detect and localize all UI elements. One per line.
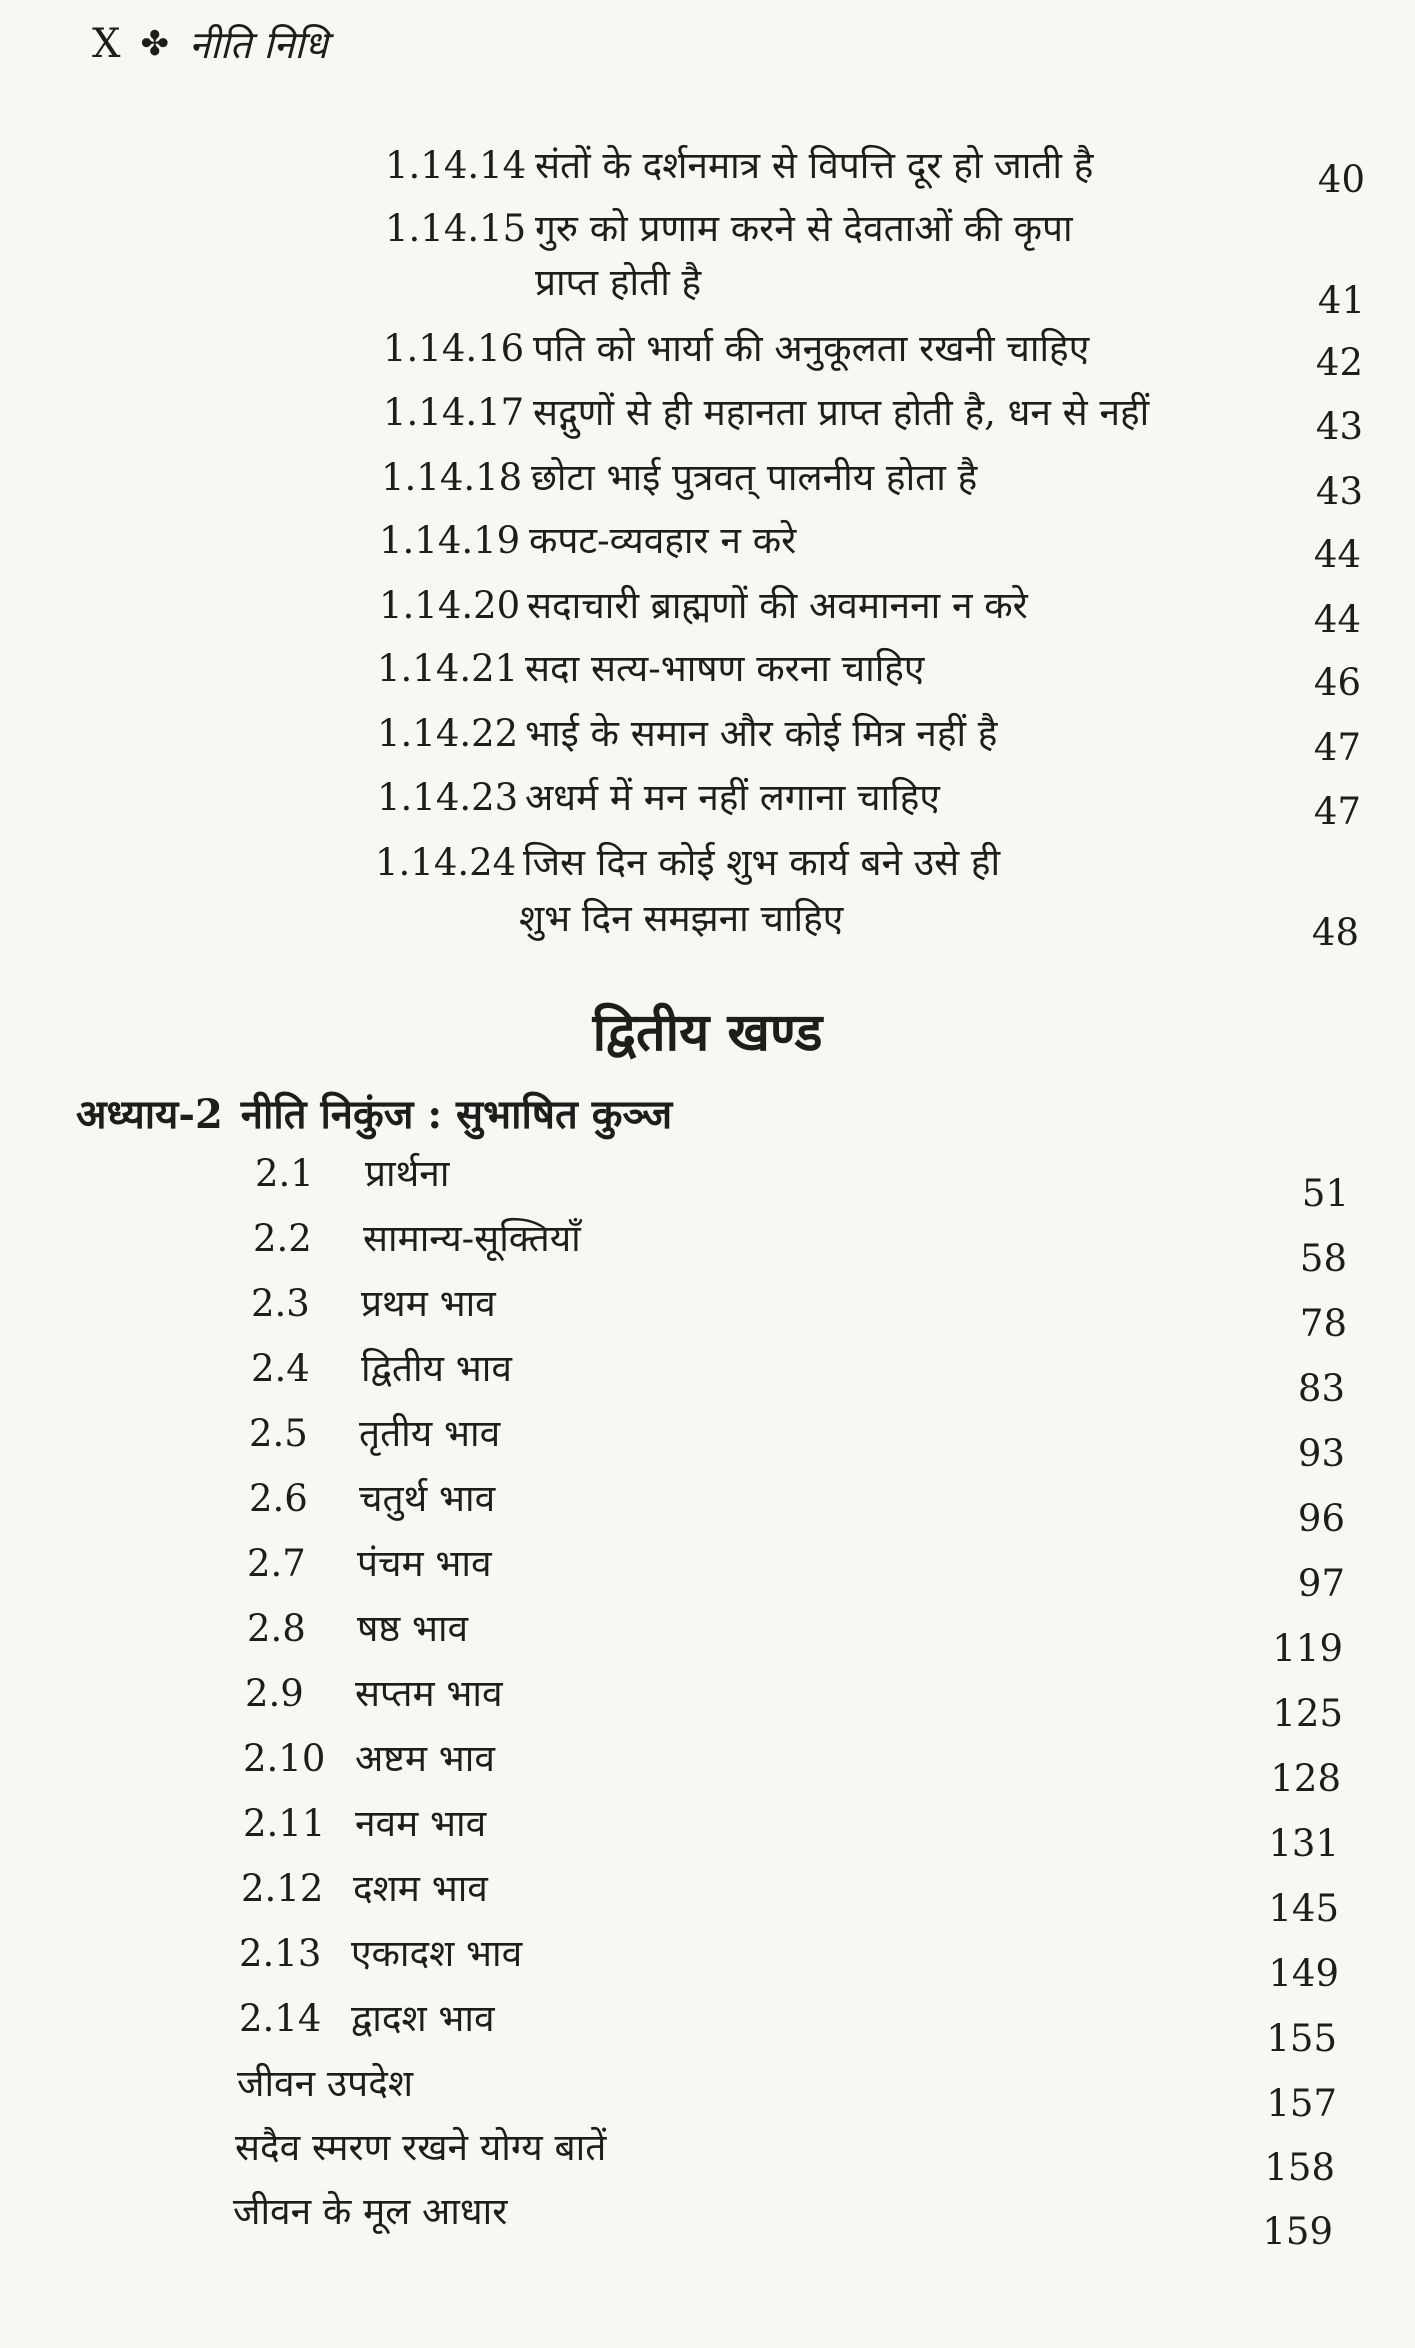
toc-entry: [0, 1603, 1415, 1670]
entry-title: नवम भाव: [355, 1802, 487, 1845]
entry-number: 1.14.17: [383, 391, 525, 434]
entry-number: 2.8: [247, 1607, 306, 1650]
entry-number: 2.4: [251, 1347, 310, 1390]
ornament-icon: ✤: [140, 24, 169, 64]
entry-page: 97: [1297, 1562, 1345, 1605]
toc-entry: [0, 387, 1415, 447]
toc-entry: [0, 203, 1415, 322]
entry-page: 47: [1313, 790, 1361, 833]
entry-page: 119: [1272, 1627, 1343, 1670]
entry-number: 2.9: [245, 1672, 304, 1715]
entry-title: तृतीय भाव: [359, 1412, 501, 1455]
entry-title: द्वादश भाव: [351, 1997, 495, 2040]
entry-page: 58: [1299, 1237, 1347, 1280]
chapter-heading: [76, 1085, 672, 1140]
toc-entry: [0, 1148, 1415, 1215]
entry-number: 2.11: [243, 1802, 326, 1845]
entry-title: सदैव स्मरण रखने योग्य बातें: [235, 2126, 607, 2169]
entry-number: 1.14.23: [377, 776, 519, 819]
entry-title: सदाचारी ब्राह्मणों की अवमानना न करे: [527, 584, 1028, 627]
running-header: [92, 18, 328, 70]
toc-entry: [0, 2186, 1415, 2253]
entry-page: 41: [1317, 279, 1365, 322]
entry-page: 43: [1315, 405, 1363, 448]
entry-page: 40: [1317, 158, 1365, 201]
entry-title: जिस दिन कोई शुभ कार्य बने उसे ही: [523, 841, 1001, 884]
toc-entry: [0, 1343, 1415, 1410]
entry-number: 1.14.20: [379, 584, 521, 627]
entry-title: जीवन उपदेश: [237, 2062, 414, 2105]
entry-number: 2.3: [251, 1282, 310, 1325]
entry-page: 125: [1272, 1692, 1343, 1735]
book-title: नीति निधि: [188, 23, 328, 67]
entry-number: 2.5: [249, 1412, 308, 1455]
entry-number: 2.12: [241, 1867, 324, 1910]
entry-page: 157: [1266, 2082, 1337, 2125]
entry-title: संतों के दर्शनमात्र से विपत्ति दूर हो जाती है: [535, 144, 1094, 187]
entry-number: 1.14.19: [379, 519, 521, 562]
toc-entry: [0, 1213, 1415, 1280]
entry-page: 145: [1268, 1887, 1339, 1930]
entry-page: 44: [1313, 533, 1361, 576]
entry-page: 128: [1270, 1757, 1341, 1800]
entry-number: 1.14.14: [385, 144, 527, 187]
entry-page: 44: [1313, 598, 1361, 641]
entry-page: 51: [1301, 1172, 1349, 1215]
entry-title: गुरु को प्रणाम करने से देवताओं की कृपा: [535, 207, 1073, 250]
entry-number: 1.14.18: [381, 456, 523, 499]
entry-title: दशम भाव: [353, 1867, 488, 1910]
entry-title: सामान्य-सूक्तियाँ: [363, 1217, 581, 1260]
toc-entry: [0, 515, 1415, 575]
entry-number: 1.14.22: [377, 712, 519, 755]
entry-number: 2.13: [239, 1932, 322, 1975]
entry-title: एकादश भाव: [351, 1932, 523, 1975]
entry-title-continued: प्राप्त होती है: [535, 261, 702, 304]
entry-page: 48: [1311, 911, 1359, 954]
toc-entry: [0, 2058, 1415, 2125]
entry-number: 1.14.21: [377, 647, 519, 690]
entry-title: पंचम भाव: [357, 1542, 492, 1585]
entry-number: 2.10: [243, 1737, 326, 1780]
entry-page: 131: [1268, 1822, 1339, 1865]
entry-page: 159: [1262, 2210, 1333, 2253]
toc-entry: [0, 1928, 1415, 1995]
entry-number: 1.14.16: [383, 327, 525, 370]
toc-entry: [0, 837, 1415, 957]
toc-entry: [0, 323, 1415, 383]
entry-number: 2.6: [249, 1477, 308, 1520]
entry-page: 96: [1297, 1497, 1345, 1540]
chapter-title: नीति निकुंज : सुभाषित कुञ्ज: [240, 1091, 673, 1138]
entry-number: 1.14.15: [385, 207, 527, 250]
entry-title: प्रार्थना: [365, 1152, 450, 1195]
entry-page: 93: [1297, 1432, 1345, 1475]
entry-title: प्रथम भाव: [361, 1282, 496, 1325]
entry-title: कपट-व्यवहार न करे: [529, 519, 797, 562]
entry-title: छोटा भाई पुत्रवत् पालनीय होता है: [531, 456, 978, 499]
entry-page: 46: [1313, 661, 1361, 704]
entry-title: अधर्म में मन नहीं लगाना चाहिए: [525, 776, 940, 819]
entry-title-continued: शुभ दिन समझना चाहिए: [519, 897, 844, 940]
toc-entry: [0, 140, 1415, 200]
entry-page: 47: [1313, 726, 1361, 769]
entry-title: सद्गुणों से ही महानता प्राप्त होती है, धन से नहीं: [533, 391, 1150, 434]
entry-number: 2.1: [255, 1152, 314, 1195]
entry-title: सदा सत्य-भाषण करना चाहिए: [525, 647, 925, 690]
toc-entry: [0, 580, 1415, 640]
entry-title: पति को भार्या की अनुकूलता रखनी चाहिए: [533, 327, 1090, 370]
entry-page: 83: [1297, 1367, 1345, 1410]
entry-title: जीवन के मूल आधार: [233, 2190, 508, 2233]
toc-entry: [0, 452, 1415, 512]
toc-entry: [0, 2122, 1415, 2189]
entry-page: 149: [1268, 1952, 1339, 1995]
section-heading: द्वितीय खण्ड: [592, 1002, 823, 1063]
entry-page: 155: [1266, 2017, 1337, 2060]
toc-entry: [0, 1798, 1415, 1865]
toc-entry: [0, 772, 1415, 832]
entry-title: द्वितीय भाव: [361, 1347, 512, 1390]
entry-page: 42: [1315, 341, 1363, 384]
toc-entry: [0, 1473, 1415, 1540]
toc-entry: [0, 1278, 1415, 1345]
entry-page: 43: [1315, 470, 1363, 513]
entry-title: अष्टम भाव: [355, 1737, 495, 1780]
toc-entry: [0, 1668, 1415, 1735]
chapter-label: अध्याय-2: [76, 1091, 223, 1138]
entry-number: 2.14: [239, 1997, 322, 2040]
toc-entry: [0, 708, 1415, 768]
entry-title: षष्ठ भाव: [357, 1607, 469, 1650]
toc-entry: [0, 1733, 1415, 1800]
entry-page: 78: [1299, 1302, 1347, 1345]
entry-title: चतुर्थ भाव: [359, 1477, 496, 1520]
entry-number: 1.14.24: [375, 841, 517, 884]
page-numeral: X: [92, 21, 121, 67]
entry-title: सप्तम भाव: [355, 1672, 503, 1715]
toc-entry: [0, 1538, 1415, 1605]
entry-title: भाई के समान और कोई मित्र नहीं है: [525, 712, 998, 755]
entry-number: 2.2: [253, 1217, 312, 1260]
toc-entry: [0, 1408, 1415, 1475]
toc-entry: [0, 1993, 1415, 2060]
entry-page: 158: [1264, 2146, 1335, 2189]
entry-number: 2.7: [247, 1542, 306, 1585]
toc-entry: [0, 643, 1415, 703]
toc-entry: [0, 1863, 1415, 1930]
